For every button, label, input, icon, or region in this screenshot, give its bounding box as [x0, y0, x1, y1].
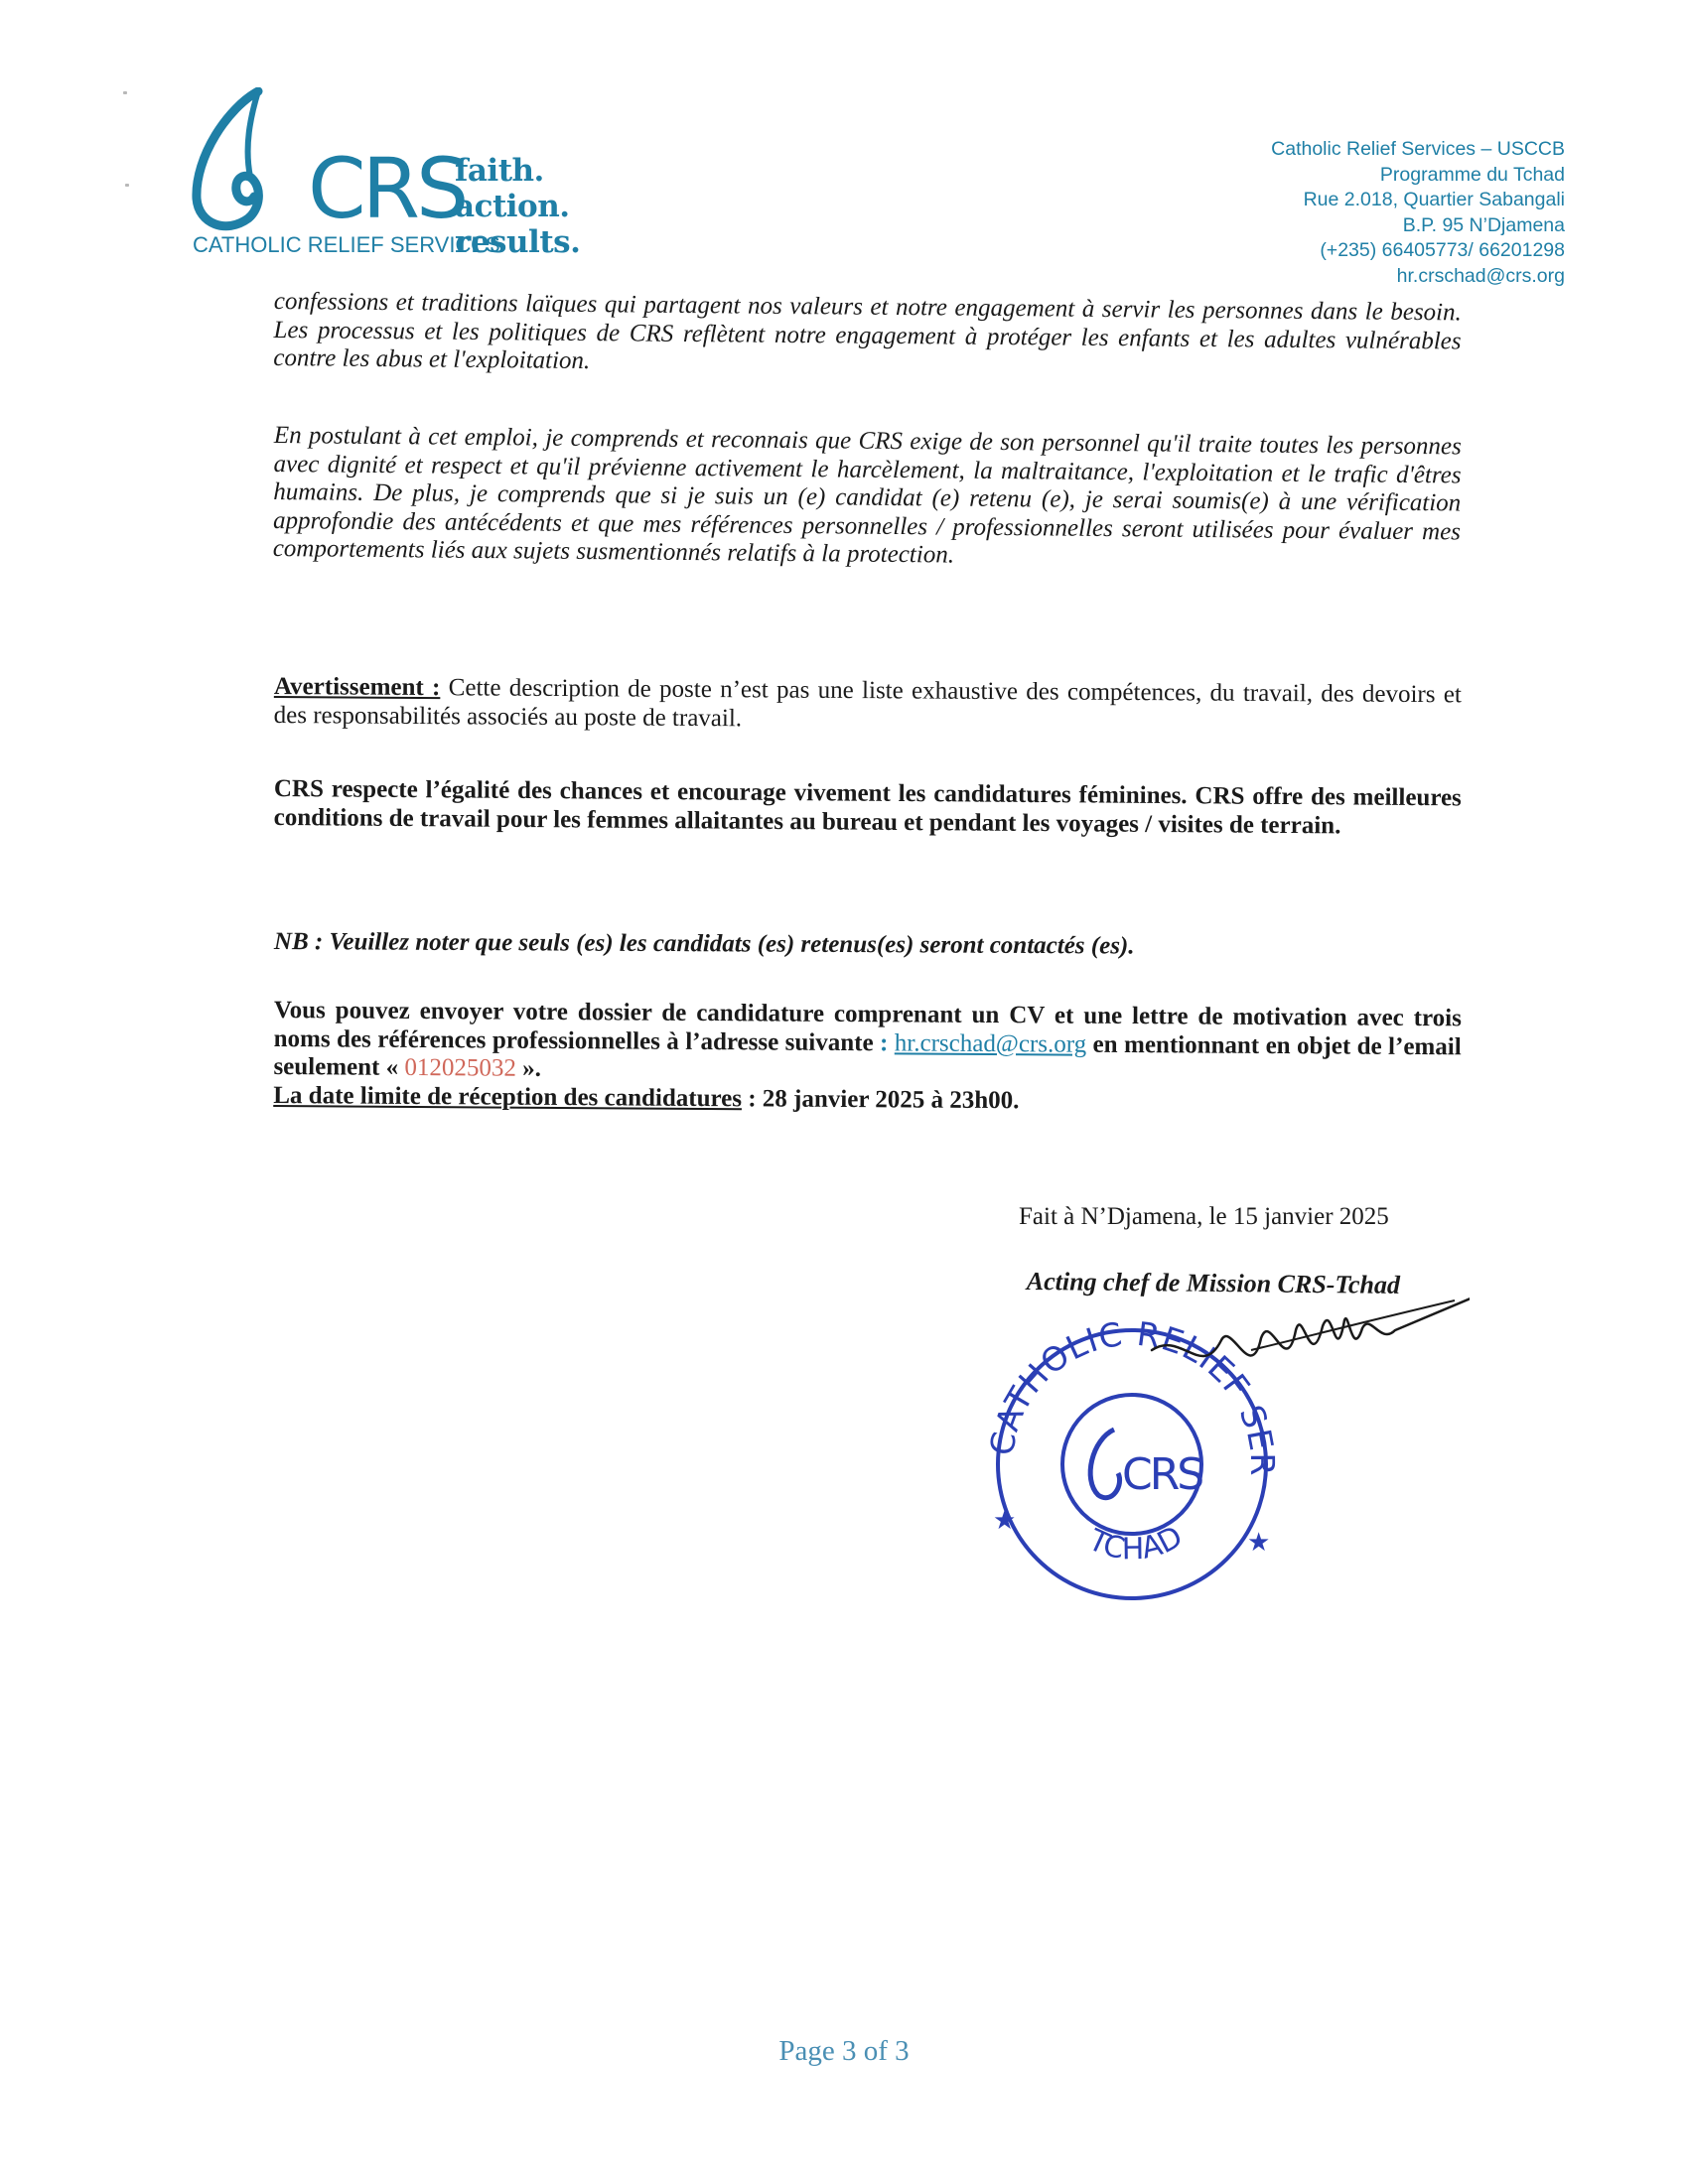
- tagline-faith: faith.: [455, 153, 544, 189]
- stamp-star-icon: ★: [993, 1506, 1017, 1536]
- deadline-value: : 28 janvier 2025 à 23h00.: [741, 1084, 1020, 1114]
- official-stamp: [953, 1291, 1470, 1618]
- address-email[interactable]: hr.crschad@crs.org: [1396, 264, 1565, 287]
- address-phone: (+235) 66405773/ 66201298: [1320, 239, 1565, 261]
- apply-email-link[interactable]: hr.crschad@crs.org: [894, 1028, 1087, 1058]
- logo-tagline: [455, 153, 580, 260]
- signatory-title: Acting chef de Mission CRS-Tchad: [1026, 1267, 1401, 1299]
- paragraph-equal-opportunity: CRS respecte l’égalité des chances et encourage vivement les candidatures féminines. CRS offre des meilleures conditions de travail pour les femmes allaitantes au bureau et pendant les voyages / visites de terrain.: [273, 775, 1462, 839]
- page-number: Page 3 of 3: [778, 2035, 910, 2067]
- signature-stroke: [1251, 1300, 1455, 1350]
- scan-speck: [125, 184, 129, 187]
- crs-flame-icon: [189, 87, 328, 236]
- address-line: Catholic Relief Services – USCCB: [1271, 138, 1565, 160]
- warning-label: Avertissement :: [273, 673, 441, 702]
- scan-speck: [123, 91, 127, 94]
- place-date: Fait à N’Djamena, le 15 janvier 2025: [1019, 1203, 1389, 1230]
- logo-brand: CRS: [308, 140, 466, 237]
- stamp-flame-icon: [1090, 1430, 1119, 1498]
- apply-colon: :: [873, 1028, 889, 1056]
- apply-subject: en mentionnant en objet de l’email seulement «: [273, 1030, 1462, 1081]
- logo-org-name: CATHOLIC RELIEF SERVICES: [193, 232, 500, 257]
- deadline-label: La date limite de réception des candidatures: [273, 1081, 743, 1112]
- paragraph-warning: [274, 673, 1462, 738]
- paragraph-nb: NB : Veuillez noter que seuls (es) les candidats (es) retenus(es) seront contactés (es).: [273, 928, 1135, 960]
- stamp-svg: [953, 1291, 1470, 1618]
- warning-text: Cette description de poste n’est pas une liste exhaustive des compétences, du travail, des devoirs et des responsabilités associés au poste de travail.: [273, 674, 1462, 732]
- paragraph-values: confessions et traditions laïques qui partagent nos valeurs et notre engagement à servir les personnes dans le besoin. Les processus et les politiques de CRS reflètent notre engagement à protéger les enfants et les adultes vulnérables contre les abus et l'exploitation.: [273, 288, 1462, 375]
- address-line: B.P. 95 N’Djamena: [1402, 213, 1565, 236]
- tagline-results: results.: [455, 224, 581, 260]
- stamp-center-text: CRS: [1122, 1449, 1202, 1500]
- apply-text: Vous pouvez envoyer votre dossier de candidature comprenant un CV et une lettre de motivation avec trois noms des références professionnelles à l’adresse suivante: [273, 997, 1462, 1056]
- stamp-star-icon: ★: [1247, 1528, 1271, 1558]
- tagline-action: action.: [455, 189, 570, 224]
- paragraph-apply: [273, 997, 1462, 1118]
- apply-reference: 012025032: [404, 1053, 517, 1082]
- stamp-top-text: CATHOLIC RELIEF SER: [982, 1313, 1283, 1475]
- paragraph-safeguarding: En postulant à cet emploi, je comprends et reconnais que CRS exige de son personnel qu'il traite toutes les personnes avec dignité et respect et qu'il prévienne activement le harcèlement, la maltraitance, l'exploitation et le trafic d'êtres humains. De plus, je comprends que si je suis un (e) candidat (e) retenu (e), je serai soumis(e) à une vérification approfondie des antécédents et que mes références personnelles / professionnelles seront utilisées pour évaluer mes comportements liés aux sujets susmentionnés relatifs à la protection.: [272, 422, 1462, 569]
- apply-end: ».: [515, 1054, 542, 1082]
- crs-logo: [189, 87, 606, 266]
- address-line: Programme du Tchad: [1379, 163, 1565, 186]
- stamp-bottom-text: TCHAD: [1082, 1519, 1189, 1568]
- address-block: [1271, 137, 1565, 289]
- address-line: Rue 2.018, Quartier Sabangali: [1303, 189, 1565, 210]
